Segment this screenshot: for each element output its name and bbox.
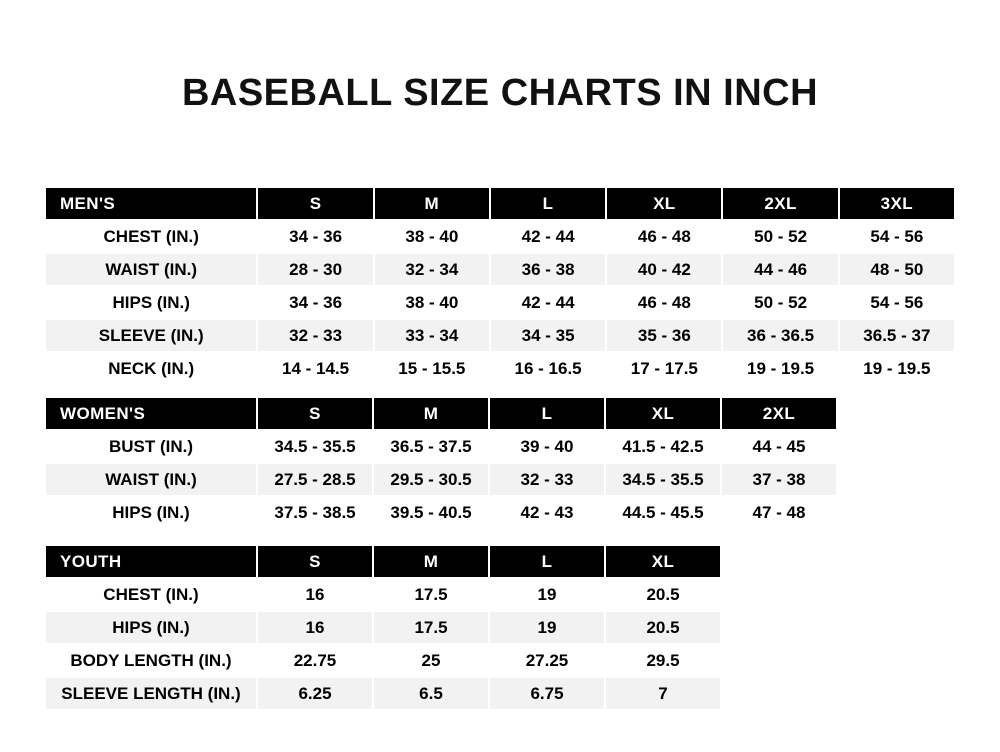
cell-value: 7 (605, 677, 721, 710)
cell-value: 34 - 36 (257, 220, 373, 253)
womens-size-chart (44, 396, 838, 530)
cell-value: 19 (489, 578, 605, 611)
cell-value: 34.5 - 35.5 (605, 463, 721, 496)
cell-value: 6.25 (257, 677, 373, 710)
table-row (45, 578, 721, 611)
cell-value: 19 - 19.5 (722, 352, 838, 385)
table-header-row (45, 545, 721, 578)
mens-chart-header (45, 187, 955, 220)
cell-value: 36 - 36.5 (722, 319, 838, 352)
column-header: L (489, 397, 605, 430)
column-header: L (489, 545, 605, 578)
column-header: S (257, 187, 373, 220)
cell-value: 19 (489, 611, 605, 644)
cell-value: 17.5 (373, 611, 489, 644)
cell-value: 34 - 35 (490, 319, 606, 352)
cell-value: 16 (257, 578, 373, 611)
table-row (45, 496, 837, 529)
row-label: HIPS (IN.) (45, 496, 257, 529)
cell-value: 42 - 44 (490, 286, 606, 319)
column-header: XL (605, 545, 721, 578)
cell-value: 34 - 36 (257, 286, 373, 319)
womens-chart-header (45, 397, 837, 430)
column-header: 3XL (839, 187, 955, 220)
row-label: CHEST (IN.) (45, 220, 257, 253)
column-header: L (490, 187, 606, 220)
cell-value: 36.5 - 37.5 (373, 430, 489, 463)
cell-value: 28 - 30 (257, 253, 373, 286)
cell-value: 40 - 42 (606, 253, 722, 286)
cell-value: 33 - 34 (374, 319, 490, 352)
cell-value: 35 - 36 (606, 319, 722, 352)
womens-chart-body (45, 430, 837, 529)
table-row (45, 430, 837, 463)
cell-value: 42 - 43 (489, 496, 605, 529)
row-label: NECK (IN.) (45, 352, 257, 385)
cell-value: 38 - 40 (374, 220, 490, 253)
table-header-row (45, 397, 837, 430)
cell-value: 39 - 40 (489, 430, 605, 463)
youth-chart-header (45, 545, 721, 578)
cell-value: 29.5 - 30.5 (373, 463, 489, 496)
cell-value: 42 - 44 (490, 220, 606, 253)
cell-value: 44.5 - 45.5 (605, 496, 721, 529)
cell-value: 36.5 - 37 (839, 319, 955, 352)
table-row (45, 253, 955, 286)
cell-value: 6.75 (489, 677, 605, 710)
column-header: 2XL (721, 397, 837, 430)
cell-value: 48 - 50 (839, 253, 955, 286)
cell-value: 32 - 34 (374, 253, 490, 286)
column-header: XL (605, 397, 721, 430)
cell-value: 36 - 38 (490, 253, 606, 286)
cell-value: 38 - 40 (374, 286, 490, 319)
cell-value: 41.5 - 42.5 (605, 430, 721, 463)
table-row (45, 644, 721, 677)
youth-size-chart (44, 544, 722, 711)
column-header: S (257, 545, 373, 578)
cell-value: 37.5 - 38.5 (257, 496, 373, 529)
cell-value: 32 - 33 (489, 463, 605, 496)
cell-value: 27.25 (489, 644, 605, 677)
table-row (45, 220, 955, 253)
column-header: WOMEN'S (45, 397, 257, 430)
cell-value: 37 - 38 (721, 463, 837, 496)
mens-chart-body (45, 220, 955, 385)
table-row (45, 611, 721, 644)
row-label: BODY LENGTH (IN.) (45, 644, 257, 677)
page-title: BASEBALL SIZE CHARTS IN INCH (181, 72, 819, 114)
cell-value: 16 - 16.5 (490, 352, 606, 385)
cell-value: 29.5 (605, 644, 721, 677)
cell-value: 54 - 56 (839, 220, 955, 253)
column-header: M (373, 397, 489, 430)
cell-value: 14 - 14.5 (257, 352, 373, 385)
cell-value: 25 (373, 644, 489, 677)
column-header: MEN'S (45, 187, 257, 220)
cell-value: 22.75 (257, 644, 373, 677)
cell-value: 17 - 17.5 (606, 352, 722, 385)
column-header: S (257, 397, 373, 430)
cell-value: 16 (257, 611, 373, 644)
table-row (45, 319, 955, 352)
cell-value: 54 - 56 (839, 286, 955, 319)
table-row (45, 286, 955, 319)
cell-value: 15 - 15.5 (374, 352, 490, 385)
cell-value: 32 - 33 (257, 319, 373, 352)
row-label: CHEST (IN.) (45, 578, 257, 611)
column-header: 2XL (722, 187, 838, 220)
row-label: WAIST (IN.) (45, 253, 257, 286)
cell-value: 46 - 48 (606, 220, 722, 253)
table-row (45, 352, 955, 385)
table-row (45, 677, 721, 710)
cell-value: 50 - 52 (722, 220, 838, 253)
cell-value: 46 - 48 (606, 286, 722, 319)
cell-value: 50 - 52 (722, 286, 838, 319)
mens-size-chart (44, 186, 956, 386)
row-label: HIPS (IN.) (45, 286, 257, 319)
row-label: BUST (IN.) (45, 430, 257, 463)
cell-value: 27.5 - 28.5 (257, 463, 373, 496)
youth-chart-body (45, 578, 721, 710)
cell-value: 20.5 (605, 578, 721, 611)
cell-value: 47 - 48 (721, 496, 837, 529)
cell-value: 19 - 19.5 (839, 352, 955, 385)
table-header-row (45, 187, 955, 220)
row-label: HIPS (IN.) (45, 611, 257, 644)
row-label: SLEEVE LENGTH (IN.) (45, 677, 257, 710)
cell-value: 6.5 (373, 677, 489, 710)
row-label: SLEEVE (IN.) (45, 319, 257, 352)
cell-value: 39.5 - 40.5 (373, 496, 489, 529)
column-header: M (374, 187, 490, 220)
column-header: XL (606, 187, 722, 220)
column-header: YOUTH (45, 545, 257, 578)
cell-value: 20.5 (605, 611, 721, 644)
row-label: WAIST (IN.) (45, 463, 257, 496)
table-row (45, 463, 837, 496)
column-header: M (373, 545, 489, 578)
cell-value: 44 - 46 (722, 253, 838, 286)
cell-value: 44 - 45 (721, 430, 837, 463)
cell-value: 34.5 - 35.5 (257, 430, 373, 463)
cell-value: 17.5 (373, 578, 489, 611)
